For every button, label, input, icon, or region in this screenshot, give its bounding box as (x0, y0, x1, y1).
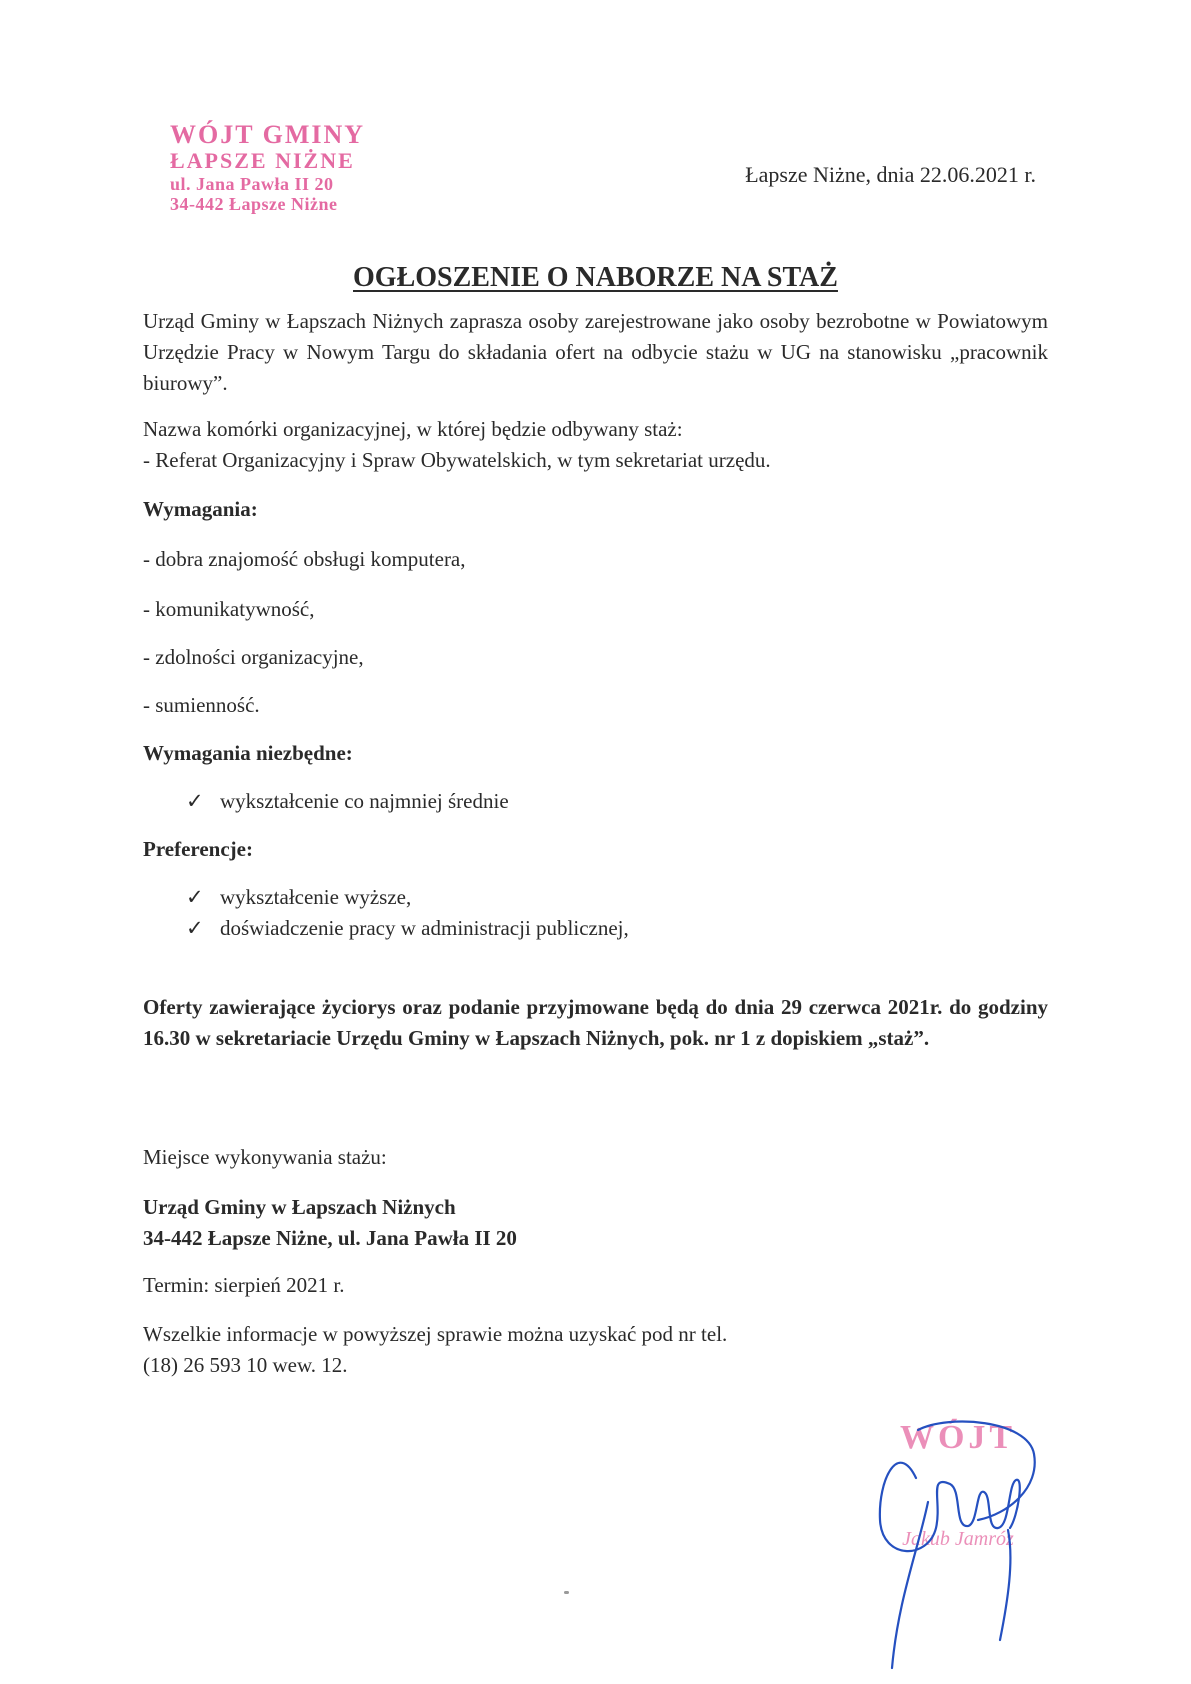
signature-stamp (858, 1410, 1058, 1670)
requirement-item: - zdolności organizacyjne, (143, 645, 364, 669)
requirement-item: - komunikatywność, (143, 597, 315, 621)
requirements-heading: Wymagania: (143, 497, 258, 521)
unit-value: - Referat Organizacyjny i Spraw Obywatelskich, w tym sekretariat urzędu. (143, 448, 771, 472)
offer-paragraph: Oferty zawierające życiorys oraz podanie przyjmowane będą do dnia 29 czerwca 2021r. do godziny 16.30 w sekretariacie Urzędu Gminy w Łapszach Niżnych, pok. nr 1 z dopiskiem „staż”. (143, 995, 1048, 1050)
term: Termin: sierpień 2021 r. (143, 1273, 345, 1297)
document-date: Łapsze Niżne, dnia 22.06.2021 r. (745, 162, 1036, 187)
stamp-line-1: WÓJT GMINY (170, 120, 366, 149)
mandatory-heading: Wymagania niezbędne: (143, 741, 353, 765)
mandatory-item-text: wykształcenie co najmniej średnie (220, 789, 509, 813)
check-icon: ✓ (186, 789, 204, 813)
unit-label: Nazwa komórki organizacyjnej, w której będzie odbywany staż: (143, 417, 683, 441)
contact-line-2: (18) 26 593 10 wew. 12. (143, 1353, 348, 1377)
check-icon: ✓ (186, 885, 204, 909)
place-name: Urząd Gminy w Łapszach Niżnych (143, 1195, 456, 1219)
mandatory-item (186, 786, 509, 817)
place-address: 34-442 Łapsze Niżne, ul. Jana Pawła II 20 (143, 1226, 517, 1250)
preference-item-text: doświadczenie pracy w administracji publicznej, (220, 916, 629, 940)
stamp-line-4: 34-442 Łapsze Niżne (170, 193, 338, 214)
signature-stamp-name: Jakub Jamróz (902, 1528, 1014, 1550)
place-label: Miejsce wykonywania stażu: (143, 1145, 387, 1169)
preference-item (186, 882, 411, 913)
header-stamp (170, 120, 410, 214)
contact-line-1: Wszelkie informacje w powyższej sprawie można uzyskać pod nr tel. (143, 1322, 728, 1346)
requirement-item: - dobra znajomość obsługi komputera, (143, 547, 466, 571)
intro-paragraph: Urząd Gminy w Łapszach Niżnych zaprasza osoby zarejestrowane jako osoby bezrobotne w Powiatowym Urzędzie Pracy w Nowym Targu do składania ofert na odbycie stażu w UG na stanowisku „pracownik biurowy”. (143, 309, 1048, 395)
preference-item (186, 913, 629, 944)
scan-speck (564, 1591, 569, 1594)
check-icon: ✓ (186, 916, 204, 940)
preferences-heading: Preferencje: (143, 837, 253, 861)
document-title: OGŁOSZENIE O NABORZE NA STAŻ (353, 262, 838, 293)
requirement-item: - sumienność. (143, 693, 260, 717)
stamp-line-2: ŁAPSZE NIŻNE (170, 148, 355, 174)
stamp-line-3: ul. Jana Pawła II 20 (170, 173, 334, 194)
preference-item-text: wykształcenie wyższe, (220, 885, 412, 909)
signature-stamp-title: WÓJT (899, 1419, 1017, 1456)
